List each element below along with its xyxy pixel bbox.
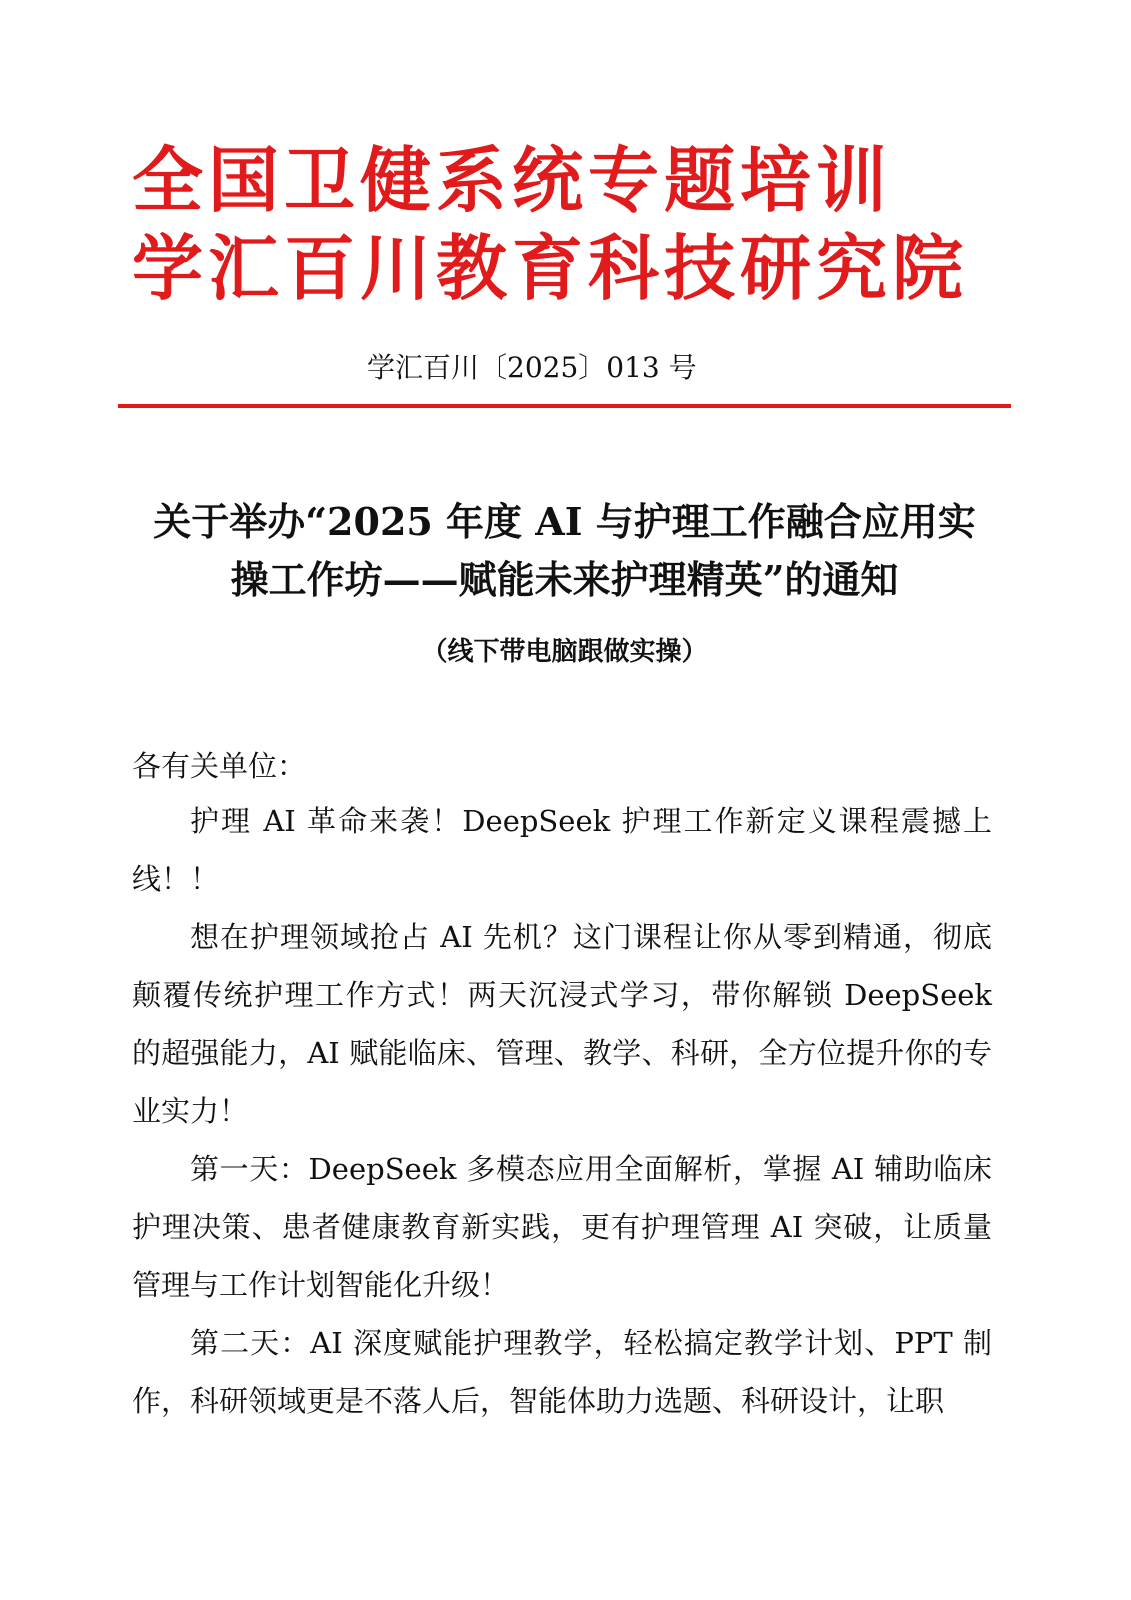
document-title [118,493,1011,609]
paragraph: 第二天：AI 深度赋能护理教学，轻松搞定教学计划、PPT 制作，科研领域更是不落人后，智能体助力选题、科研设计，让职 [132,1326,992,1418]
institute-header-line-2: 学汇百川教育科技研究院 [132,226,969,310]
paragraph: 想在护理领域抢占 AI 先机？这门课程让你从零到精通，彻底颠覆传统护理工作方式！两天沉浸式学习，带你解锁 DeepSeek 的超强能力，AI 赋能临床、管理、教学、科研，全方位提升你的专业实力！ [132,920,992,1128]
red-divider [118,404,1011,408]
document-number: 学汇百川〔2025〕013 号 [367,351,697,384]
body-text [132,792,992,1430]
paragraph: 护理 AI 革命来袭！DeepSeek 护理工作新定义课程震撼上线！！ [132,804,992,896]
title-line-2: 操工作坊——赋能未来护理精英”的通知 [230,557,899,602]
institute-header-line-1: 全国卫健系统专题培训 [132,138,893,222]
paragraph: 第一天：DeepSeek 多模态应用全面解析，掌握 AI 辅助临床护理决策、患者健康教育新实践，更有护理管理 AI 突破，让质量管理与工作计划智能化升级！ [132,1152,992,1302]
salutation: 各有关单位： [132,749,307,783]
title-line-1: 关于举办“2025 年度 AI 与护理工作融合应用实 [153,499,976,544]
document-subtitle: （线下带电脑跟做实操） [421,637,708,667]
